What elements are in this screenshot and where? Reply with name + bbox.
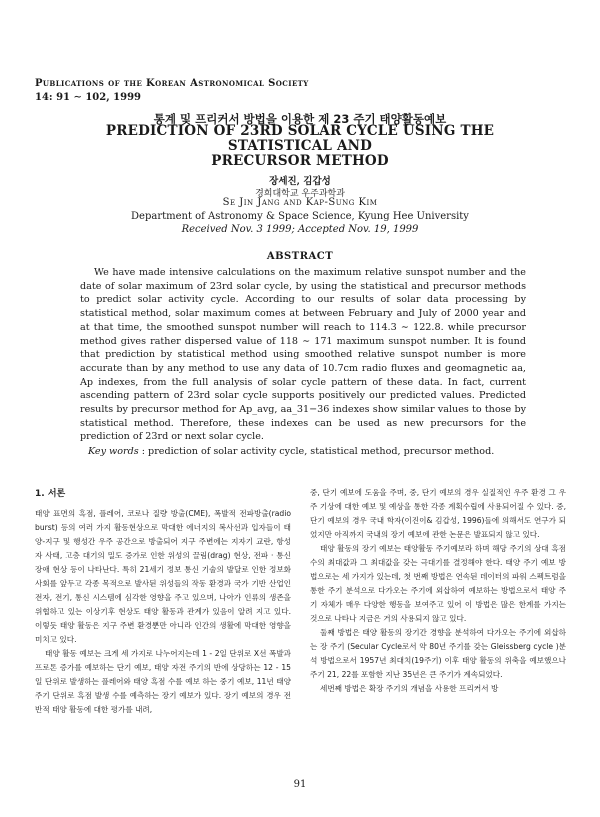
- abstract-body: [80, 266, 526, 444]
- left-column: [35, 487, 291, 717]
- journal-name: Publications of the Korean Astronomical Society: [35, 78, 309, 89]
- right-column: [310, 486, 566, 696]
- title-english-line2: PRECURSOR METHOD: [211, 153, 389, 169]
- title-english: [60, 124, 540, 169]
- page-number: 91: [293, 779, 307, 790]
- body-paragraph: 세번째 방법은 확장 주기의 개념을 사용한 프리커서 방: [320, 684, 499, 693]
- body-paragraph: 태양 표면의 흑점, 플레어, 코로나 질량 방출(CME), 폭발적 전파방출(radio burst) 등의 여러 가지 활동현상으로 막대한 에너지의 복사선과 입자들이 태양-지구 및 행성간 우주 공간으로 방출되어 지구 주변에는 지자기 교란, 항성자 사태, 고층 대기의 밀도 증가로 인한 위성의 끌림(drag) 현상, 전파 · 통신장애 현상 등이 나타난다. 특히 21세기 정보 통신 기술의 발달로 인한 정보화 사회를 앞두고 각종 목적으로 발사된 위성들의 작동 환경과 국가 기반 산업인 전자, 전기, 통신 시스템에 심각한 영향을 주고 있으며, 나아가 인류의 생존을 위협하고 있는 이상기후 현상도 태양 활동과 관계가 있음이 알려 지고 있다. 이렇듯 태양 활동은 지구 주변 환경뿐만 아니라 인간의 생활에 막대한 영향을 미치고 있다.: [35, 509, 291, 644]
- keywords-label: Key words: [88, 446, 139, 457]
- body-paragraph: 태양 활동의 장기 예보는 태양활동 주기예보라 하며 해당 주기의 상대 흑점 수의 최대값과 그 최대값을 갖는 극대기를 결정해야 한다. 태양 주기 예보 방법으로는 세 가지가 있는데, 첫 번째 방법은 연속된 데이터의 파워 스펙트럼을 통한 주기 분석으로 다가오는 주기에 외삽하여 예보하는 방법으로서 태양 주기 자체가 매우 다양한 행동을 보여주고 있어 이 방법은 많은 한계를 가지는 것으로 나타나 지금은 거의 사용되지 않고 있다.: [310, 544, 566, 623]
- affiliation-korean: 경희대학교 우주과학과: [255, 189, 345, 199]
- body-paragraph: 중, 단기 예보에 도움을 주며, 중, 단기 예보의 경우 실질적인 우주 환경 그 우주 기상에 대한 예보 및 예상을 통한 각종 계획수립에 사용되어질 수 있다. 중, 단기 예보의 경우 국내 학자(이진이& 김갑성, 1996)들에 의해서도 연구가 되었지만 아직까지 국내의 장기 예보에 관한 논문은 발표되지 않고 있다.: [310, 488, 566, 539]
- keywords: [88, 446, 528, 457]
- journal-header: [35, 77, 309, 105]
- abstract-paragraph: We have made intensive calculations on the maximum relative sunspot number and the date of solar maximum of 23rd solar cycle, by using the statistical and precursor methods to predict solar activity cycle. According to our results of solar data processing by statistical method, solar maximum comes at between February and July of 2000 year and at that time, the smoothed sunspot number will reach to 114.3 ∼ 122.8. while precursor method gives rather dispersed value of 118 ∼ 171 maximum sunspot number. It is found that prediction by statistical method using smoothed relative sunspot number is more accurate than by any method to use any data of 10.7cm radio fluxes and geomagnetic aa, Ap indexes, from the full analysis of solar cycle pattern of these data. In fact, current ascending pattern of 23rd solar cycle supports positively our predicted values. Predicted results by precursor method for Ap_avg, aa_31−36 indexes show similar values to those by statistical method. Therefore, these indexes can be used as new precursors for the prediction of 23rd or next solar cycle.: [80, 267, 526, 443]
- title-korean: 통계 및 프리커서 방법을 이용한 제 23 주기 태양활동예보: [153, 112, 447, 126]
- abstract-heading: ABSTRACT: [266, 251, 334, 262]
- received-dates: Received Nov. 3 1999; Accepted Nov. 19, 1999: [181, 224, 419, 235]
- section-heading: 1. 서론: [35, 489, 66, 499]
- title-english-line1: PREDICTION OF 23RD SOLAR CYCLE USING THE STATISTICAL AND: [105, 123, 495, 154]
- body-paragraph: 둘째 방법은 태양 활동의 장기간 경향을 분석하여 다가오는 주기에 외삽하는 장 주기 (Secular Cycle로서 약 80년 주기를 갖는 Gleissberg cycle )분석 방법으로서 1957년 최대치(19주기) 이후 태양 활동의 위축을 예보했으나 주기 21, 22를 포함한 지난 35년은 큰 주기가 계속되었다.: [310, 628, 566, 679]
- authors-english: Se Jin Jang and Kap-Sung Kim: [222, 197, 378, 208]
- journal-volume: 14: 91 ∼ 102, 1999: [35, 92, 142, 103]
- keywords-text: : prediction of solar activity cycle, statistical method, precursor method.: [141, 446, 495, 457]
- authors-korean: 장세진, 김갑성: [269, 176, 331, 187]
- affiliation-english: Department of Astronomy & Space Science, Kyung Hee University: [131, 211, 469, 222]
- body-paragraph: 태양 활동 예보는 크게 세 가지로 나누어지는데 1 - 2일 단위로 X선 폭발과 프로톤 증가를 예보하는 단기 예보, 태양 자전 주기의 반에 상당하는 12 - 15일 단위로 발생하는 플레어와 태양 흑점 수를 예보 하는 중기 예보, 11년 태양 주기 단위로 흑점 발생 수를 예측하는 장기 예보가 있다. 장기 예보의 경우 전반적 태양 활동에 대한 평가를 내려,: [35, 649, 291, 714]
